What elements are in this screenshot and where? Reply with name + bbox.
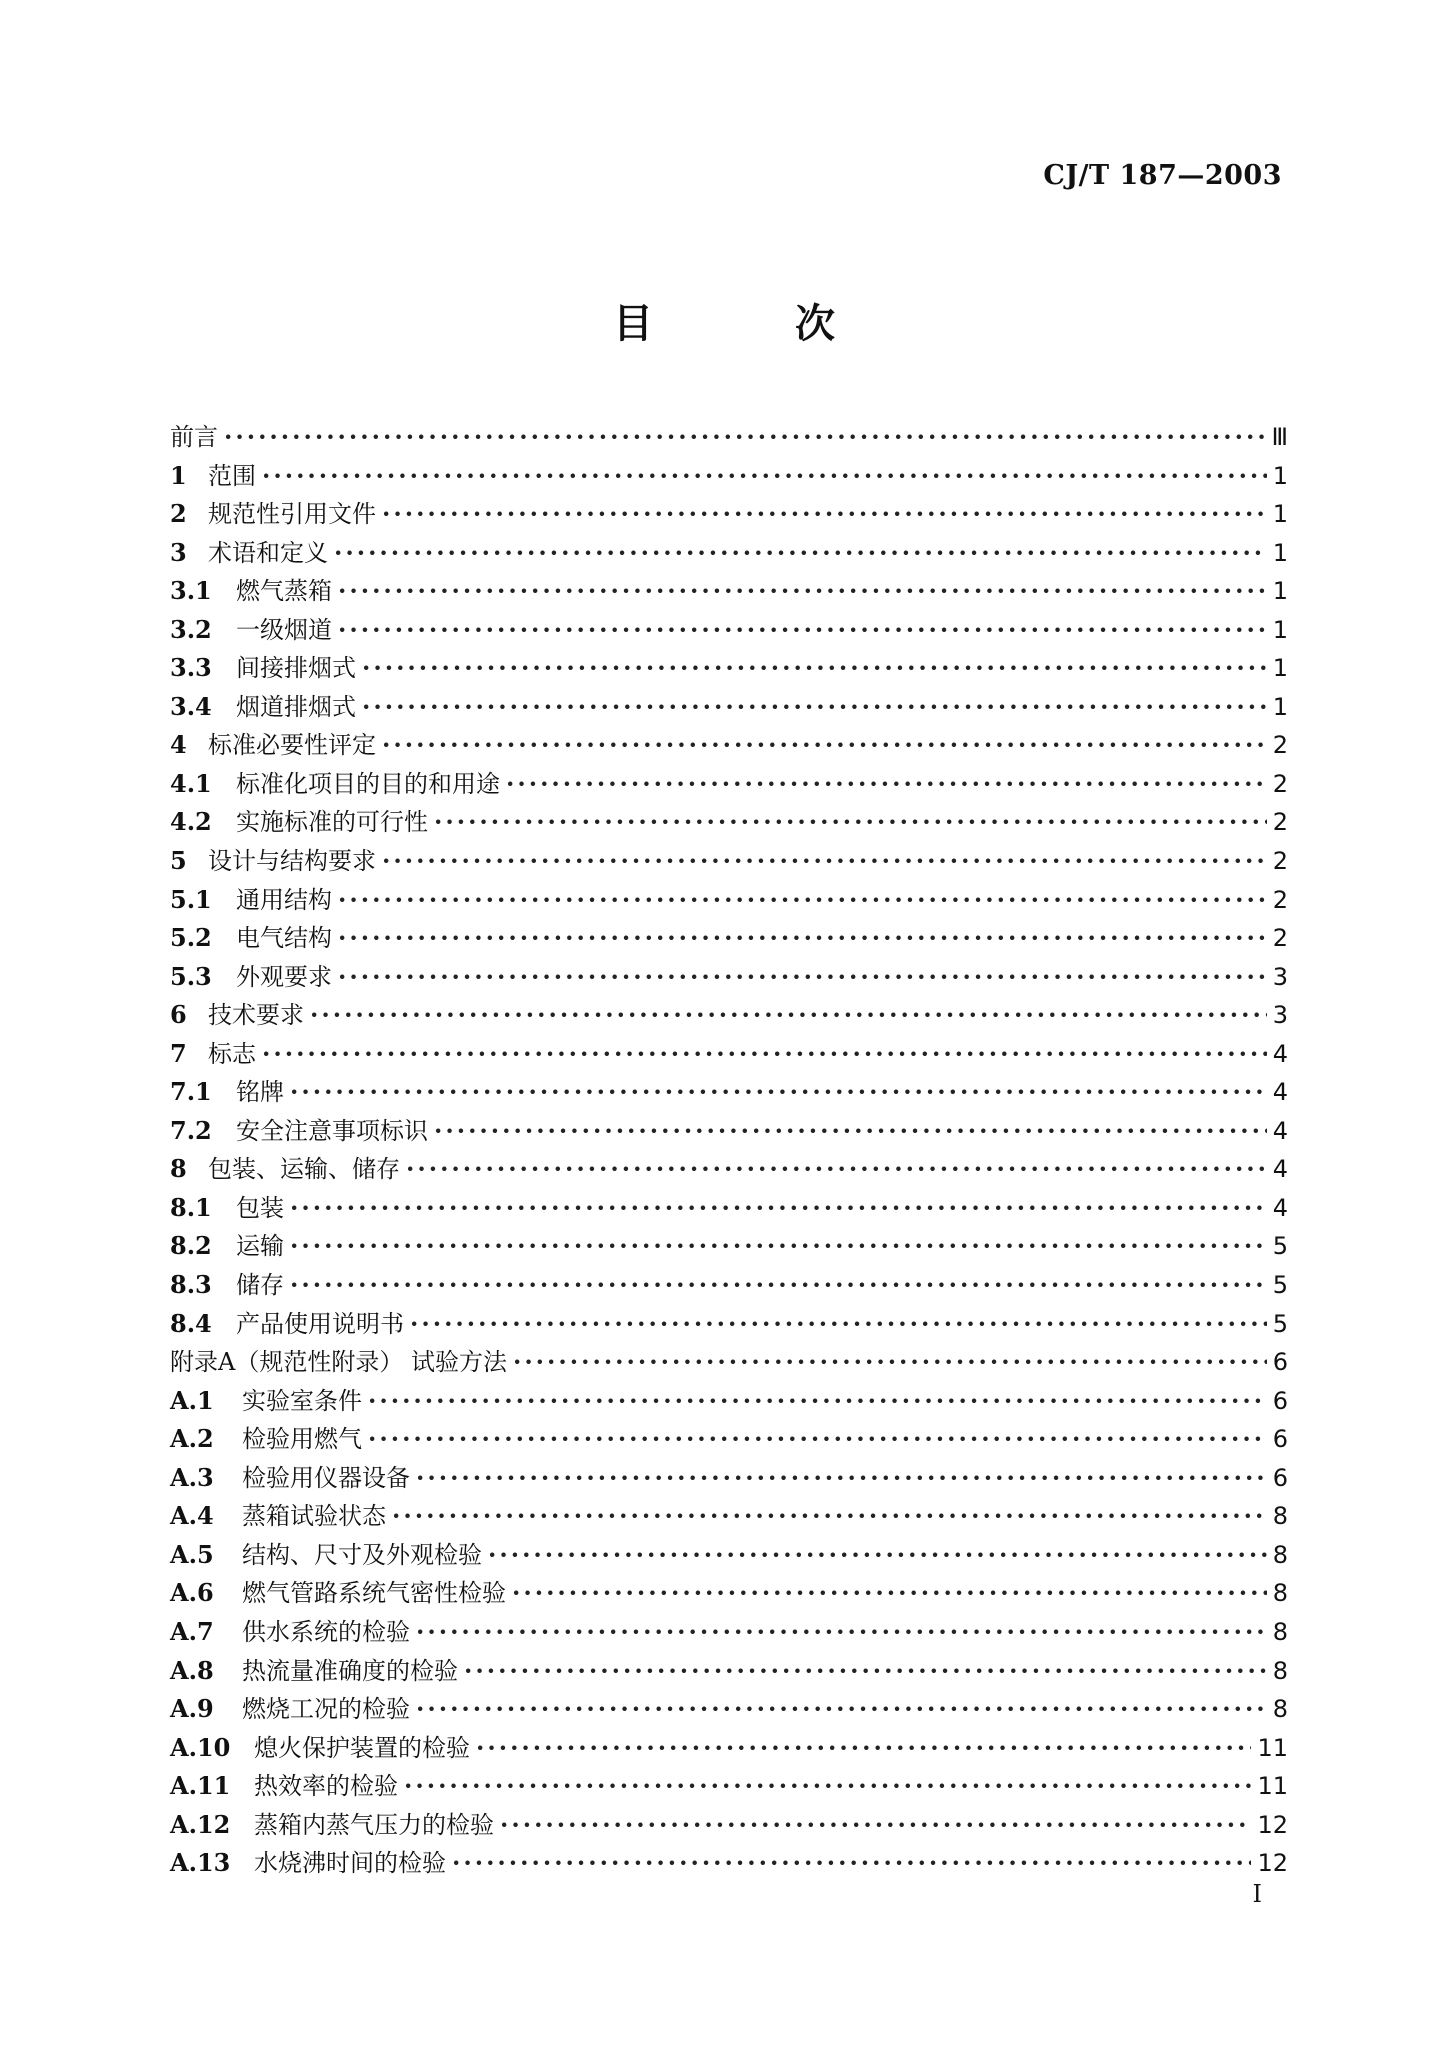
toc-entry-title: 安全注意事项标识 [236, 1116, 428, 1145]
toc-dot-leader [310, 996, 1267, 1035]
toc-entry [170, 1035, 1288, 1074]
toc-entry-number: A.13 [170, 1848, 231, 1878]
toc-entry-page: 8 [1272, 1502, 1288, 1531]
page-number: I [1252, 1880, 1262, 1908]
toc-entry-number: A.4 [170, 1501, 214, 1531]
toc-entry-page: 8 [1272, 1540, 1288, 1569]
toc-entry-page: 6 [1272, 1463, 1288, 1492]
toc-entry-page: 8 [1272, 1656, 1288, 1685]
toc-dot-leader [338, 572, 1267, 611]
toc-entry [170, 958, 1288, 997]
toc-dot-leader [382, 495, 1267, 534]
toc-dot-leader [262, 457, 1267, 496]
toc-entry-page: 4 [1272, 1193, 1288, 1222]
toc-entry [170, 726, 1288, 765]
toc-entry [170, 881, 1288, 920]
toc-entry-number: A.12 [170, 1809, 231, 1839]
document-code: CJ/T 187—2003 [1043, 160, 1282, 191]
toc-entry [170, 1806, 1288, 1845]
toc-dot-leader [338, 919, 1267, 958]
toc-entry-number: 7.2 [170, 1115, 212, 1145]
toc-entry [170, 1189, 1288, 1228]
toc-entry [170, 611, 1288, 650]
toc-dot-leader [392, 1497, 1267, 1536]
toc-dot-leader [512, 1574, 1267, 1613]
toc-dot-leader [404, 1767, 1251, 1806]
toc-entry-number: 8.2 [170, 1231, 212, 1261]
toc-entry [170, 457, 1288, 496]
toc-entry [170, 1420, 1288, 1459]
toc-entry-number: 5.1 [170, 884, 212, 914]
toc-entry-title: 通用结构 [236, 885, 332, 914]
toc-entry-number: 8.3 [170, 1270, 212, 1300]
toc-dot-leader [464, 1652, 1267, 1691]
toc-entry-title: 产品使用说明书 [236, 1309, 404, 1338]
toc-dot-leader [416, 1613, 1267, 1652]
toc-entry [170, 1767, 1288, 1806]
toc-entry-title: 检验用燃气 [242, 1425, 362, 1454]
toc-entry [170, 534, 1288, 573]
toc-entry-page: 6 [1272, 1425, 1288, 1454]
toc-entry-number: A.7 [170, 1616, 214, 1646]
toc-entry [170, 996, 1288, 1035]
table-of-contents [170, 418, 1288, 1883]
toc-dot-leader [452, 1844, 1251, 1883]
toc-entry-page: 1 [1272, 538, 1288, 567]
toc-entry [170, 1266, 1288, 1305]
toc-entry [170, 1497, 1288, 1536]
toc-entry-title: 供水系统的检验 [242, 1617, 410, 1646]
toc-dot-leader [416, 1459, 1267, 1498]
toc-entry [170, 1459, 1288, 1498]
toc-entry-page: 5 [1272, 1309, 1288, 1338]
toc-entry-number: 3.3 [170, 653, 212, 683]
toc-entry-title: 一级烟道 [236, 615, 332, 644]
toc-entry-number: A.6 [170, 1578, 214, 1608]
toc-entry-page: 1 [1272, 461, 1288, 490]
toc-entry-page: 6 [1272, 1386, 1288, 1415]
page-title: 目 次 [613, 300, 899, 347]
toc-entry [170, 418, 1288, 457]
toc-entry-page: 12 [1257, 1849, 1288, 1878]
toc-entry [170, 765, 1288, 804]
toc-entry-page: 2 [1272, 731, 1288, 760]
toc-dot-leader [362, 688, 1267, 727]
toc-entry-number: 7.1 [170, 1077, 212, 1107]
toc-entry-page: 2 [1272, 885, 1288, 914]
toc-entry-title: 蒸箱试验状态 [242, 1502, 386, 1531]
toc-dot-leader [334, 534, 1267, 573]
toc-entry-number: A.5 [170, 1539, 214, 1569]
toc-entry-page: 4 [1272, 1039, 1288, 1068]
toc-entry-page: 2 [1272, 769, 1288, 798]
toc-entry-page: 8 [1272, 1617, 1288, 1646]
toc-entry-title: 外观要求 [236, 962, 332, 991]
toc-dot-leader [338, 958, 1267, 997]
toc-dot-leader [290, 1073, 1267, 1112]
toc-entry-number: 4.1 [170, 768, 212, 798]
toc-entry-number: A.3 [170, 1462, 214, 1492]
toc-dot-leader [290, 1189, 1267, 1228]
toc-entry-page: 1 [1272, 500, 1288, 529]
toc-entry-number: A.1 [170, 1385, 214, 1415]
toc-entry-page: 2 [1272, 808, 1288, 837]
toc-dot-leader [290, 1227, 1267, 1266]
toc-entry-page: 2 [1272, 847, 1288, 876]
toc-entry-page: 5 [1272, 1232, 1288, 1261]
toc-entry [170, 1574, 1288, 1613]
toc-entry [170, 1382, 1288, 1421]
toc-entry-title: 燃气蒸箱 [236, 577, 332, 606]
toc-entry-number: 4 [170, 730, 187, 760]
toc-entry-number: 3.2 [170, 614, 212, 644]
toc-entry-title: 标准必要性评定 [208, 731, 376, 760]
toc-entry-page: 8 [1272, 1695, 1288, 1724]
toc-dot-leader [338, 611, 1267, 650]
toc-entry [170, 1536, 1288, 1575]
toc-entry [170, 1729, 1288, 1768]
toc-entry-title: 包装、运输、储存 [208, 1155, 400, 1184]
toc-entry-title: 蒸箱内蒸气压力的检验 [254, 1810, 494, 1839]
toc-entry-page: 2 [1272, 924, 1288, 953]
toc-entry-number: 3 [170, 537, 187, 567]
toc-dot-leader [434, 1112, 1267, 1151]
toc-dot-leader [488, 1536, 1267, 1575]
toc-entry-title: 热流量准确度的检验 [242, 1656, 458, 1685]
toc-entry-number: A.9 [170, 1694, 214, 1724]
toc-entry-title: 实验室条件 [242, 1386, 362, 1415]
toc-entry-page: 1 [1272, 615, 1288, 644]
toc-entry-number: 8.4 [170, 1308, 212, 1338]
toc-entry [170, 1112, 1288, 1151]
toc-dot-leader [382, 726, 1267, 765]
toc-dot-leader [368, 1420, 1267, 1459]
toc-entry-title: 运输 [236, 1232, 284, 1261]
toc-dot-leader [406, 1150, 1267, 1189]
toc-entry-number: 3.1 [170, 576, 212, 606]
toc-entry [170, 842, 1288, 881]
toc-entry [170, 688, 1288, 727]
toc-entry-title: 检验用仪器设备 [242, 1463, 410, 1492]
toc-entry-title: 间接排烟式 [236, 654, 356, 683]
toc-entry [170, 1150, 1288, 1189]
toc-entry [170, 919, 1288, 958]
toc-entry-page: 5 [1272, 1271, 1288, 1300]
toc-entry-page: Ⅲ [1271, 423, 1288, 451]
toc-dot-leader [338, 881, 1267, 920]
toc-entry-page: 11 [1257, 1733, 1288, 1762]
toc-entry-title: 水烧沸时间的检验 [254, 1849, 446, 1878]
toc-entry-title: 附录A（规范性附录） 试验方法 [170, 1348, 507, 1377]
toc-entry-page: 4 [1272, 1078, 1288, 1107]
toc-dot-leader [476, 1729, 1251, 1768]
toc-entry-title: 熄火保护装置的检验 [254, 1733, 470, 1762]
toc-entry-title: 结构、尺寸及外观检验 [242, 1540, 482, 1569]
toc-entry-number: 8 [170, 1154, 187, 1184]
toc-entry-page: 4 [1272, 1155, 1288, 1184]
toc-entry-title: 技术要求 [208, 1001, 304, 1030]
toc-entry-title: 术语和定义 [208, 538, 328, 567]
toc-entry-title: 包装 [236, 1193, 284, 1222]
toc-entry-title: 热效率的检验 [254, 1772, 398, 1801]
toc-dot-leader [362, 649, 1267, 688]
toc-entry-title: 燃烧工况的检验 [242, 1695, 410, 1724]
toc-dot-leader [382, 842, 1267, 881]
toc-entry [170, 803, 1288, 842]
toc-entry [170, 572, 1288, 611]
toc-entry-number: 7 [170, 1038, 187, 1068]
toc-entry-page: 1 [1272, 577, 1288, 606]
toc-dot-leader [224, 418, 1265, 457]
toc-entry-title: 储存 [236, 1271, 284, 1300]
toc-entry-number: A.10 [170, 1732, 231, 1762]
toc-dot-leader [416, 1690, 1267, 1729]
toc-entry-page: 3 [1272, 962, 1288, 991]
toc-entry-title: 烟道排烟式 [236, 692, 356, 721]
toc-entry-number: A.8 [170, 1655, 214, 1685]
toc-entry-number: 2 [170, 499, 187, 529]
toc-entry-page: 6 [1272, 1348, 1288, 1377]
toc-entry-title: 铭牌 [236, 1078, 284, 1107]
toc-entry-title: 标志 [208, 1039, 256, 1068]
toc-dot-leader [500, 1806, 1251, 1845]
toc-entry [170, 1844, 1288, 1883]
toc-entry-page: 1 [1272, 692, 1288, 721]
toc-entry-title: 实施标准的可行性 [236, 808, 428, 837]
toc-entry [170, 1343, 1288, 1382]
toc-entry-number: 1 [170, 460, 187, 490]
toc-entry [170, 1305, 1288, 1344]
toc-entry-number: 5.3 [170, 961, 212, 991]
toc-entry-number: 5.2 [170, 923, 212, 953]
toc-entry [170, 1073, 1288, 1112]
toc-entry [170, 649, 1288, 688]
toc-dot-leader [290, 1266, 1267, 1305]
toc-entry-number: 6 [170, 1000, 187, 1030]
toc-entry-title: 标准化项目的目的和用途 [236, 769, 500, 798]
toc-entry-title: 范围 [208, 461, 256, 490]
toc-entry-page: 4 [1272, 1116, 1288, 1145]
toc-entry [170, 1227, 1288, 1266]
toc-entry-title: 前言 [170, 423, 218, 451]
toc-entry-title: 燃气管路系统气密性检验 [242, 1579, 506, 1608]
toc-entry [170, 1652, 1288, 1691]
toc-dot-leader [262, 1035, 1267, 1074]
toc-dot-leader [410, 1305, 1267, 1344]
toc-entry-title: 规范性引用文件 [208, 500, 376, 529]
toc-entry-page: 3 [1272, 1001, 1288, 1030]
toc-dot-leader [513, 1343, 1267, 1382]
toc-dot-leader [434, 803, 1267, 842]
toc-entry-page: 1 [1272, 654, 1288, 683]
toc-entry-page: 12 [1257, 1810, 1288, 1839]
toc-entry-title: 设计与结构要求 [208, 847, 376, 876]
toc-entry [170, 1613, 1288, 1652]
toc-entry-page: 8 [1272, 1579, 1288, 1608]
toc-entry-title: 电气结构 [236, 924, 332, 953]
toc-entry [170, 1690, 1288, 1729]
toc-entry-number: A.2 [170, 1424, 214, 1454]
toc-dot-leader [506, 765, 1267, 804]
toc-entry-number: 8.1 [170, 1192, 212, 1222]
toc-dot-leader [368, 1382, 1267, 1421]
toc-entry-number: 4.2 [170, 807, 212, 837]
toc-entry [170, 495, 1288, 534]
toc-entry-number: 5 [170, 846, 187, 876]
toc-entry-page: 11 [1257, 1772, 1288, 1801]
toc-entry-number: 3.4 [170, 691, 212, 721]
toc-entry-number: A.11 [170, 1771, 231, 1801]
